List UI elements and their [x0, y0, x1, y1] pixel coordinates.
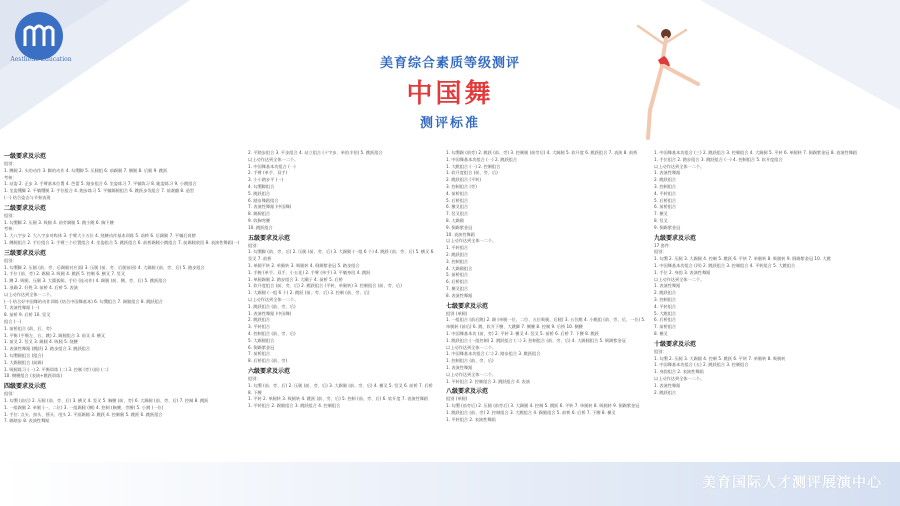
- section-heading: 八级要求及示范: [446, 388, 489, 396]
- section-line: 2. 跳跃组合: [446, 251, 469, 257]
- section-heading: 九级要求及示范: [654, 234, 697, 242]
- section-line: 1. 勾绷脚 2. 压腿 (前、旁、后踢腿对应面) 3. 压腿 (前、旁、后腿前屈) 4. 大踢腿 (前、旁、后) 5. 踏步组合: [4, 264, 205, 270]
- section-line: 考核：: [4, 174, 17, 180]
- section-line: 7. 踢踏步 8. 表演性舞蹈: [4, 418, 50, 424]
- section-line: 1. 一组组合 (前后跳) 2. 踢 (单腿一位、二位、五位吸腿、后腿) 3. 五位跳 4. 小跳组 (前、旁、后、一位) 5. 单腿转 (前后) 6. 跳、软开下腰、大跳脚 7. 侧腰 8. 控制 9. 后桥 10. 侧腰: [446, 317, 646, 330]
- section-line: 4. 勾绷脚组合: [248, 183, 275, 189]
- section-line: 组别：: [4, 161, 17, 166]
- section-heading: 二级要求及示范: [4, 204, 47, 212]
- section-line: 6. 倒踢紫金冠: [248, 344, 275, 350]
- section-line: 1. 中国舞基本功组合 (二) 2. 踏步组合 3. 跳跃组合: [446, 351, 541, 357]
- section-line: 1. 软开度组合 (前、旁、后) 2. 跳跃组合 (平转、单腿转) 3. 控制组合 (前、旁、后): [248, 283, 402, 289]
- section-line: 1. 平衡 (平衡左、右、跳) 2. 踢腿组合 3. 前叉 4. 横叉: [4, 332, 106, 338]
- section-line: 1. 表演性舞蹈: [654, 170, 681, 176]
- section-line: 1. 勾绷踢 (前旁) 2. 跳跃 (前、旁) 3. 控制腿 (前旁后) 4. 大踢腿 5. 软开度 6. 跳跃组合 7. 表演 8. 前桥: [446, 150, 638, 155]
- section-line: 组别：: [654, 348, 667, 354]
- section-line: 6. 后桥组合: [654, 317, 677, 323]
- section-line: 7. 表演性舞蹈 (一): [4, 305, 40, 311]
- section-heading: 一级要求及示范: [4, 153, 47, 160]
- section-line: 组别：: [4, 391, 17, 397]
- section-line: 1. 平转组合 2. 表演性舞蹈: [446, 416, 496, 422]
- standards-column-4: [654, 150, 894, 450]
- section-line: 1. 跳跃组合 (前、旁、后): [248, 303, 296, 309]
- section-line: 1. 单腿踢腿 2. 踏步组合 3. 大蹦子 4. 前桥 5. 后桥: [248, 276, 343, 282]
- section-line: 组别：: [248, 242, 261, 248]
- section-line: 组合 (一): [4, 318, 22, 324]
- section-line: 3. 控制组合: [654, 183, 677, 189]
- section-line: 1. 单腿平转 2. 单腿转 3. 吸腿转 4. 倒踢紫金冠 5. 踏步组合: [248, 262, 360, 268]
- section-line: 组别 (单腿): [446, 310, 468, 316]
- section-line: 1. 表演性舞蹈 (跳跃) 2. 踏步组合 3. 跳跃组合: [4, 346, 91, 352]
- section-line: 1. 大八字步 2. 大八字步对称体 3. 手臂大小五位 4. 绕腰动作基本训练 5. 前桥 6. 后踢腿 7. 平躺后肩膀: [4, 233, 196, 239]
- section-line: 5. 大跳组合: [654, 310, 677, 316]
- section-line: 组别：: [654, 249, 667, 255]
- section-line: 组别：: [4, 257, 17, 263]
- section-line: 9. 倒踢紫金冠: [446, 224, 473, 230]
- section-line: 10. 表演性舞蹈: [446, 231, 475, 237]
- section-line: 1. 蹲腿组合 2. 手位组合 3. 手臂三个位置组合 4. 坐姿组合 5. 跳跃组合 6. 前桥踢腿小跳组合 7. 前踢腿收回 8. 表演性舞蹈(一): [4, 239, 240, 245]
- section-line: 3. 控制组合 (旁): [446, 183, 477, 189]
- section-line: 1. 蹲腿 2. 头的动作 3. 脚的动作 4. 勾绷脚 5. 压腿组 6. 前踢腿 7. 侧腿 8. 后腿 9. 跳跃: [4, 167, 168, 173]
- section-line: (一) 结合姿态与节奏表现: [4, 194, 51, 200]
- section-line: 5. 后桥组合: [446, 197, 469, 203]
- section-line: 1. 中国舞基本功组合 (一): [248, 163, 296, 169]
- section-line: 1. 平转组合 2. 踢腿组合 3. 跳跃组合 4. 控制组合: [248, 403, 341, 409]
- section-line: 7. 横叉: [654, 211, 668, 217]
- standards-column-1: [4, 150, 240, 450]
- section-line: 1. 吸腿练习 (一) 2. 平衡训练 (二) 3. 控制 (旁) (前) (二): [4, 366, 109, 372]
- section-line: 1. 前叉 2. 竖叉 3. 踢腿 4. 吸腿 5. 绕腰: [4, 339, 78, 345]
- section-line: 6. 前桥组合: [654, 204, 677, 210]
- section-line: 2. 手臂 (单手、双手): [248, 170, 288, 176]
- section-line: 2. 平踏步组合 3. 平步组合 4. 站立组合 (十字步、单拍半拍) 5. 跳跃组合: [248, 150, 383, 155]
- section-line: 6. 横叉组合: [446, 204, 469, 210]
- section-heading: 三级要求及示范: [4, 249, 47, 257]
- section-line: 组别：: [4, 212, 17, 218]
- section-line: 1. 中国舞基本功组合 (三) 2. 跳跃组合 3. 控制组合 4. 大踢腿 5. 平转 6. 单腿转 7. 倒踢紫金冠 8. 表演性舞蹈: [654, 150, 858, 155]
- section-line: 1. 蹲 2. 吸腿、压腿 3. 大圆弧腿、手位 (连动作) 4. 踢腿 (前、侧、旁、后) 5. 跳跃组合: [4, 278, 167, 284]
- section-heading: 五级要求及示范: [248, 234, 291, 242]
- section-line: 8. 大踢腿: [446, 217, 464, 223]
- section-line: 1. 表演性舞蹈: [654, 283, 681, 289]
- section-line: 6. 踏步舞蹈组合: [248, 197, 279, 203]
- section-line: 8. 表演性舞蹈: [446, 292, 473, 298]
- section-line: 1. 身韵组合 2. 表演性舞蹈: [654, 369, 704, 375]
- section-line: 1. 软开度组合 (前、旁、后): [446, 170, 498, 176]
- section-line: 4. 前桥组合: [446, 190, 469, 196]
- section-line: 1. 手位 (前、旁) 2. 踢腿 3. 吸腿 4. 跳跃 5. 控制 6. 横叉 7. 竖叉: [4, 271, 126, 277]
- section-line: 10. 侧腰组合 (表演+跳跃训练): [4, 373, 62, 379]
- section-line: 2. 跳跃组合: [248, 317, 271, 323]
- section-line: 2. 跳跃组合: [654, 177, 677, 183]
- header-subtitle: 美育综合素质等级测评: [379, 56, 520, 71]
- section-line: 考核：: [4, 226, 17, 232]
- section-line: 1. 中国舞基本功组合 (五) 2. 跳跃组合 3. 控制组合: [654, 362, 749, 368]
- header-tag: 测评标准: [419, 116, 480, 131]
- section-line: 1. 前桥组合 (前、后、旁): [4, 325, 52, 331]
- section-line: 1. 勾绷 (前旁后) 2. 压腿 (前旁后) 3. 大踢腿 4. 控制 5. 跳跃 6. 平转 7. 单腿转 8. 吸腿转 9. 倒踢紫金冠: [446, 403, 640, 409]
- section-line: 以上动作达到全体一二个。: [446, 344, 497, 350]
- section-line: 8. 横叉: [654, 330, 668, 336]
- standards-columns: [0, 150, 900, 450]
- section-line: 1. 勾绷 (前后) 2. 压腿 (前、旁、后) 3. 横叉 4. 竖叉 5. 胸腰 (前、旁) 6. 大踢腿 (前、旁、后) 7. 控制 8. 跳跃: [4, 397, 209, 403]
- logo-text: Aesthetic Education: [10, 56, 72, 63]
- section-line: 3. 平转组合: [248, 324, 271, 330]
- section-line: 8. 竖叉: [654, 217, 668, 223]
- section-line: 8. 前桥 9. 后桥 10. 竖叉: [4, 312, 51, 318]
- page-title: 中国舞: [406, 79, 494, 109]
- footer-org: 美育国际人才测评展演中心: [702, 475, 882, 491]
- section-line: 以上动作达到全体一二个。: [446, 371, 497, 377]
- section-line: 以上动作达到全体一二个。: [654, 276, 705, 282]
- section-line: 4. 平转组合: [654, 303, 677, 309]
- section-line: 1. 一组踢腿 2. 单腿 (一、二位) 3. 一组踢腿 (侧) 4. 控制 (胸腰、旁腰) 5. 小跳 (一位): [4, 404, 164, 410]
- section-line: 10. 跳跃组合: [248, 224, 273, 230]
- section-line: 3. 控制组合: [654, 296, 677, 302]
- section-line: 2. 跳跃组合: [654, 389, 677, 395]
- standards-column-3: [446, 150, 646, 450]
- section-line: 1. 大踢腿组合 (前踢): [4, 359, 44, 365]
- section-line: 4. 大踢腿组合: [446, 265, 473, 271]
- dancer-illustration: [628, 20, 708, 150]
- section-line: 1. 坐姿绷脚 2. 平躺绷腿 3. 手位组合 4. 跑步练习 5. 平躺踢腿组合 6. 跳跃步伐组合 7. 前滚翻 8. 造型: [4, 188, 195, 194]
- section-line: 5. 大踢腿组合: [248, 337, 275, 343]
- section-line: 组别 (单腿): [446, 396, 468, 402]
- section-line: 7. 表演性舞蹈 (中国舞): [248, 204, 292, 210]
- section-line: 1. 手腕 (单手、双手、小五花) 2. 手臂 (单手) 3. 平躺身段 4. 跳跃: [248, 269, 371, 275]
- section-line: 1. 中国舞基本功组合 (一) 2. 跳跃组合: [446, 156, 518, 162]
- section-line: 1. 手位组合 2. 踏步组合 3. 跳跃组合 (一) 4. 控制组合 5. 软开度组合: [654, 156, 783, 162]
- section-line: 6. 后桥组合: [446, 279, 469, 285]
- section-line: 9. 收胸弯腰: [248, 217, 271, 223]
- section-line: 1. 控制组合 (前、旁、后): [446, 358, 494, 364]
- section-line: 5. 跳跃组合: [248, 190, 271, 196]
- section-line: 4. 控制组合 (前、旁、后): [248, 330, 296, 336]
- section-line: 以上动作达到全体一二个。: [446, 238, 497, 244]
- section-heading: 六级要求及示范: [248, 367, 291, 375]
- section-line: 以上动作达到全体一二个。: [654, 375, 705, 381]
- section-heading: 十级要求及示范: [654, 340, 697, 348]
- section-line: 以上动作达到全体一二个。: [654, 163, 705, 169]
- section-line: 17 套件：: [654, 242, 674, 248]
- section-line: (一) 结合好中国舞的动作训练 (结合中国舞基本) 6. 勾绷组合 7. 踢腿组合 8. 跳跃组合: [4, 298, 163, 304]
- section-line: 3. 小小踏步平 (一): [248, 177, 284, 183]
- section-line: 1. 勾绷腿组合 (组合): [4, 352, 44, 358]
- section-line: 1. 平转组合: [446, 245, 469, 251]
- section-line: 1. 手位 2. 身韵 3. 表演性舞蹈: [654, 269, 711, 275]
- section-line: 以上动作达到全体一二个。: [248, 156, 299, 162]
- section-line: 5. 后桥组合: [654, 197, 677, 203]
- section-line: 以上动作达到全体一二个。: [248, 296, 299, 302]
- section-line: 3. 控制组合: [446, 258, 469, 264]
- section-line: 5. 前桥组合: [446, 272, 469, 278]
- section-heading: 四级要求及示范: [4, 383, 47, 391]
- section-line: 1. 勾绷 2. 压腿 3. 大踢腿 4. 控制 5. 跳跃 6. 平转 7. 单腿转 8. 吸腿转: [654, 355, 786, 361]
- section-line: 1. 中国舞基本功 (前、旁) 2. 平转 3. 横叉 4. 竖叉 5. 前桥 6. 后桥 7. 下腰 8. 跳跃: [446, 330, 599, 336]
- section-line: 1. 站姿 2. 正步 3. 手臂基本位置 4. 芭蕾 5. 踏步组合 6. 坐姿练习 7. 平躺练习 8. 跪姿练习 9. 小跳组合: [4, 181, 197, 187]
- section-line: 1. 平转 2. 单腿转 3. 吸腿转 4. 跳跃 (前、旁、后) 5. 控制 (前、旁、后) 6. 软开度 7. 表演性舞蹈: [248, 396, 429, 402]
- section-line: 2. 跳跃组合: [654, 290, 677, 296]
- section-line: 1. 跳跃组合 (一组控制) 2. 跳跃组合 (二) 3. 控制组合 (前、旁、后) 4. 大踢腿组合 5. 倒踢紫金冠: [446, 337, 626, 343]
- section-line: 8. 踢腿组合: [248, 211, 271, 217]
- section-line: 1. 勾绷 2. 压腿 3. 大踢腿 4. 控制 5. 跳跃 6. 平转 7. 单腿转 8. 吸腿转 9. 倒踢紫金冠 10. 大跳: [654, 256, 831, 262]
- section-line: 1. 大跳组合 (一) 2. 控制组合: [446, 163, 501, 169]
- section-line: 1. 手位: 点头、扣头、摇头、甩头 2. 平面踢腿 3. 跳跃 4. 控制腿 5. 跳跃 6. 跳跃组合: [4, 411, 163, 417]
- section-line: 7. 前桥组合: [654, 324, 677, 330]
- section-line: 1. 大踢腿 (一组 6 个) 2. 跳跃 (前、旁、后) 3. 控制 (前、旁、后): [248, 290, 370, 296]
- section-line: 4. 平转组合: [654, 190, 677, 196]
- section-line: 1. 表演性舞蹈: [654, 382, 681, 388]
- section-line: 1. 表演性舞蹈: [446, 364, 473, 370]
- section-line: 9. 倒踢紫金冠: [654, 224, 681, 230]
- section-line: 1. 中国舞基本功组合 (四) 2. 跳跃组合 3. 控制组合 4. 平转组合 5. 大跳组合: [654, 262, 796, 268]
- section-line: 1. 表演性舞蹈 (中国舞): [248, 310, 292, 316]
- section-line: 1. 准确 2. 好胜 3. 前桥 4. 后桥 5. 表演: [4, 284, 78, 290]
- section-line: 1. 勾绷脚 (前、旁、后) 2. 压腿 (前、旁、后) 3. 大踢腿 (一组 6 个) 4. 跳跃 (前、旁、后) 5. 横叉 6. 竖叉 7. 前桥: [248, 249, 435, 262]
- section-line: 1. 勾绷脚 2. 压腿 3. 吸腿 4. 前旁踢腿 5. 跳小跳 6. 胸下腰: [4, 219, 114, 225]
- header: [300, 52, 600, 131]
- section-line: 1. 平转组合 2. 控制组合 3. 跳跃组合 4. 表演: [446, 378, 530, 384]
- section-line: 1. 勾绷 (前、旁、后) 2. 压腿 (前、旁、后) 3. 大踢腿 (前、旁、后) 4. 横叉 5. 竖叉 6. 前桥 7. 后桥 8. 下腰: [248, 382, 433, 395]
- corner-decoration-right: [700, 0, 900, 110]
- section-line: 1. 跳跃组合 (前、旁) 2. 控制组合 3. 大跳组合 4. 踢腿组合 5. 前桥 6. 后桥 7. 下腰 8. 横叉: [446, 409, 616, 415]
- section-line: 以上动作达到全体一二个。: [4, 291, 55, 297]
- section-line: 7. 竖叉组合: [446, 211, 469, 217]
- standards-column-2: [248, 150, 438, 450]
- section-heading: 七级要求及示范: [446, 302, 489, 310]
- section-line: 7. 前桥组合: [248, 351, 271, 357]
- section-line: 8. 后桥组合 (前、旁): [248, 358, 288, 364]
- section-line: 组别：: [248, 375, 261, 381]
- section-line: 7. 横叉组合: [446, 285, 469, 291]
- section-line: 2. 跳跃组合 (平转): [446, 177, 482, 183]
